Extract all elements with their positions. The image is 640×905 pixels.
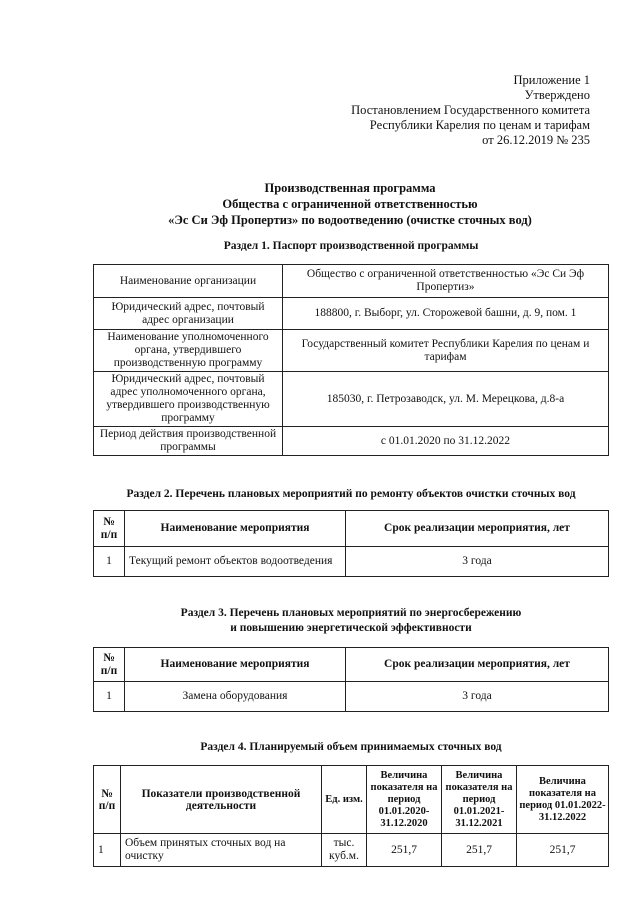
repair-measures-table	[93, 510, 609, 577]
table-cell: с 01.01.2020 по 31.12.2022	[283, 427, 609, 456]
approval-line: Приложение 1	[513, 73, 590, 87]
table-cell: Наименование организации	[94, 265, 283, 298]
header-cell: № п/п	[94, 648, 125, 682]
table-header-row	[94, 766, 609, 834]
table-cell: 188800, г. Выборг, ул. Сторожевой башни, д. 9, пом. 1	[283, 298, 609, 330]
table-cell: 1	[94, 834, 121, 867]
title-line: «Эс Си Эф Пропертиз» по водоотведению (очистке сточных вод)	[168, 213, 532, 227]
table-cell: Период действия производственной программы	[94, 427, 283, 456]
table-cell: Текущий ремонт объектов водоотведения	[125, 547, 346, 577]
header-cell: Величина показателя на период 01.01.2022-31.12.2022	[517, 766, 609, 834]
section1-title: Раздел 1. Паспорт производственной программы	[223, 240, 479, 252]
header-cell: Наименование мероприятия	[125, 511, 346, 547]
header-cell: Величина показателя на период 01.01.2020-31.12.2020	[367, 766, 442, 834]
table-row	[94, 265, 609, 298]
header-cell: Ед. изм.	[322, 766, 367, 834]
table-cell: Юридический адрес, почтовый адрес организации	[94, 298, 283, 330]
approval-line: Постановлением Государственного комитета	[351, 103, 590, 117]
table-cell: 251,7	[367, 834, 442, 867]
table-row	[94, 330, 609, 372]
table-row	[94, 372, 609, 427]
table-cell: Государственный комитет Республики Карелия по ценам и тарифам	[283, 330, 609, 372]
energy-measures-table	[93, 647, 609, 712]
table-cell: тыс. куб.м.	[322, 834, 367, 867]
table-row	[94, 682, 609, 712]
table-cell: 1	[94, 547, 125, 577]
table-cell: Юридический адрес, почтовый адрес уполномоченного органа, утвердившего производственную программу	[94, 372, 283, 427]
table-cell: Объем принятых сточных вод на очистку	[121, 834, 322, 867]
approval-stamp	[351, 73, 590, 148]
approval-line: Утверждено	[524, 88, 590, 102]
header-cell: Показатели производственной деятельности	[121, 766, 322, 834]
table-header-row	[94, 648, 609, 682]
table-header-row	[94, 511, 609, 547]
table-row	[94, 834, 609, 867]
section3-title	[93, 606, 609, 636]
header-cell: Срок реализации мероприятия, лет	[346, 511, 609, 547]
table-cell: 185030, г. Петрозаводск, ул. М. Мерецкова, д.8-а	[283, 372, 609, 427]
title-line: Общества с ограниченной ответственностью	[222, 197, 478, 211]
table-cell: 3 года	[346, 682, 609, 712]
approval-line: от 26.12.2019 № 235	[482, 133, 590, 147]
table-cell: 251,7	[517, 834, 609, 867]
table-cell: Общество с ограниченной ответственностью «Эс Си Эф Пропертиз»	[283, 265, 609, 298]
section3-title-line: и повышению энергетической эффективности	[230, 622, 472, 634]
section4-title: Раздел 4. Планируемый объем принимаемых сточных вод	[200, 741, 502, 753]
title-line: Производственная программа	[264, 181, 436, 195]
header-cell: Величина показателя на период 01.01.2021-31.12.2021	[442, 766, 517, 834]
document-title	[90, 180, 610, 228]
section2-title: Раздел 2. Перечень плановых мероприятий по ремонту объектов очистки сточных вод	[126, 488, 576, 500]
passport-table	[93, 264, 609, 456]
approval-line: Республики Карелия по ценам и тарифам	[369, 118, 590, 132]
section3-title-line: Раздел 3. Перечень плановых мероприятий по энергосбережению	[180, 607, 522, 619]
header-cell: Срок реализации мероприятия, лет	[346, 648, 609, 682]
table-cell: Замена оборудования	[125, 682, 346, 712]
table-cell: Наименование уполномоченного органа, утвердившего производственную программу	[94, 330, 283, 372]
table-cell: 1	[94, 682, 125, 712]
table-row	[94, 547, 609, 577]
header-cell: Наименование мероприятия	[125, 648, 346, 682]
table-cell: 3 года	[346, 547, 609, 577]
table-row	[94, 427, 609, 456]
table-row	[94, 298, 609, 330]
header-cell: № п/п	[94, 511, 125, 547]
wastewater-volume-table	[93, 765, 609, 867]
header-cell: № п/п	[94, 766, 121, 834]
table-cell: 251,7	[442, 834, 517, 867]
